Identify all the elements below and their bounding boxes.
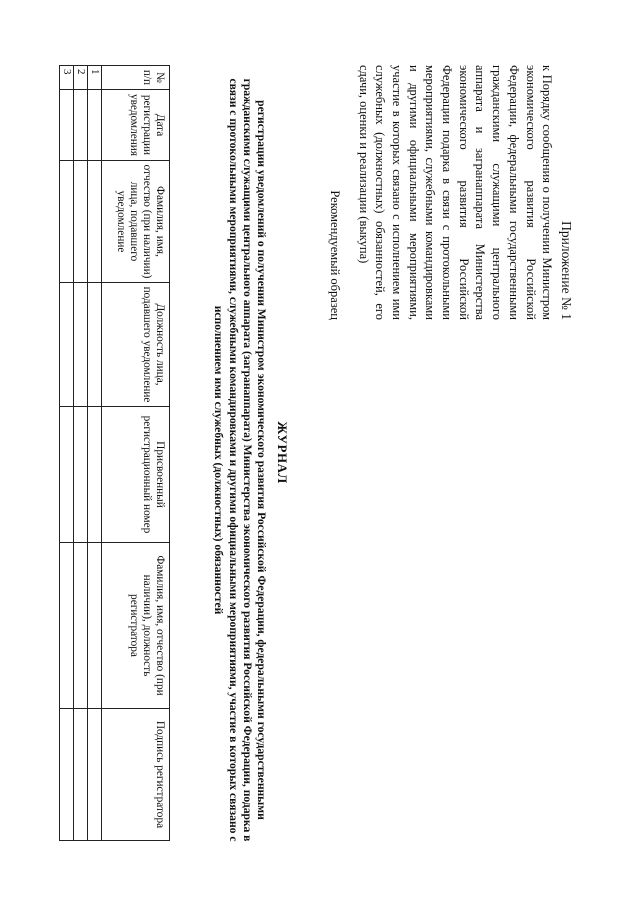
table-cell xyxy=(60,709,74,841)
table-cell xyxy=(88,543,102,709)
table-cell xyxy=(74,90,88,161)
header-cell-registrar-signature: Подпись регистратора xyxy=(102,709,170,841)
row-number: 1 xyxy=(88,66,102,90)
table-cell xyxy=(74,283,88,407)
header-cell-date: Дата регистрации уведомления xyxy=(102,90,170,161)
table-cell xyxy=(60,543,74,709)
table-row xyxy=(60,66,74,841)
appendix-block xyxy=(355,65,574,320)
table-cell xyxy=(88,407,102,543)
table-cell xyxy=(60,90,74,161)
table-header-row xyxy=(102,66,170,841)
row-number: 3 xyxy=(60,66,74,90)
header-cell-applicant-position: Должность лица, подавшего уведомление xyxy=(102,283,170,407)
header-cell-applicant-name: Фамилия, имя, отчество (при наличии) лица, подавшего уведомление xyxy=(102,161,170,283)
table-row xyxy=(74,66,88,841)
registration-table xyxy=(59,65,170,841)
table-cell xyxy=(60,407,74,543)
table-cell xyxy=(74,161,88,283)
table-row xyxy=(88,66,102,841)
table-cell xyxy=(88,90,102,161)
table-cell xyxy=(88,709,102,841)
header-cell-registration-number: Присвоенный регистрационный номер xyxy=(102,407,170,543)
journal-subtitle: регистрации уведомлений о получении Министром экономического развития Российской Федерации, федеральными государственными гражданскими служащими центрального аппарата (загранаппарата) Министерства экономического развития Российской Федерации, подарка в связи с протокольными мероприятиями, служебными командировками и другими официальными мероприятиями, участие в которых связано с исполнением ими служебных (должностных) обязанностей xyxy=(212,78,268,842)
table-cell xyxy=(74,407,88,543)
row-number: 2 xyxy=(74,66,88,90)
appendix-text: к Порядку сообщения о получении Министром экономического развития Российской Федерации, федеральными государственными гражданскими служащими центрального аппарата и загранаппарата Министерства экономического развития Российской Федерации подарка в связи с протокольными мероприятиями, служебными командировками и другими официальными мероприятиями, участие в которых связано с исполнением ими служебных (должностных) обязанностей, его сдачи, оценки и реализации (выкупа) xyxy=(356,65,555,320)
header-cell-number: № п/п xyxy=(102,66,170,90)
journal-title: ЖУРНАЛ xyxy=(275,421,290,484)
recommended-sample-label: Рекомендуемый образец xyxy=(328,190,342,320)
table-cell xyxy=(88,283,102,407)
table-cell xyxy=(60,283,74,407)
table-cell xyxy=(60,161,74,283)
header-cell-registrar-name: Фамилия, имя, отчество (при наличии), должность регистратора xyxy=(102,543,170,709)
appendix-title: Приложение № 1 xyxy=(559,221,574,320)
table-cell xyxy=(88,161,102,283)
table-cell xyxy=(74,543,88,709)
table-cell xyxy=(74,709,88,841)
